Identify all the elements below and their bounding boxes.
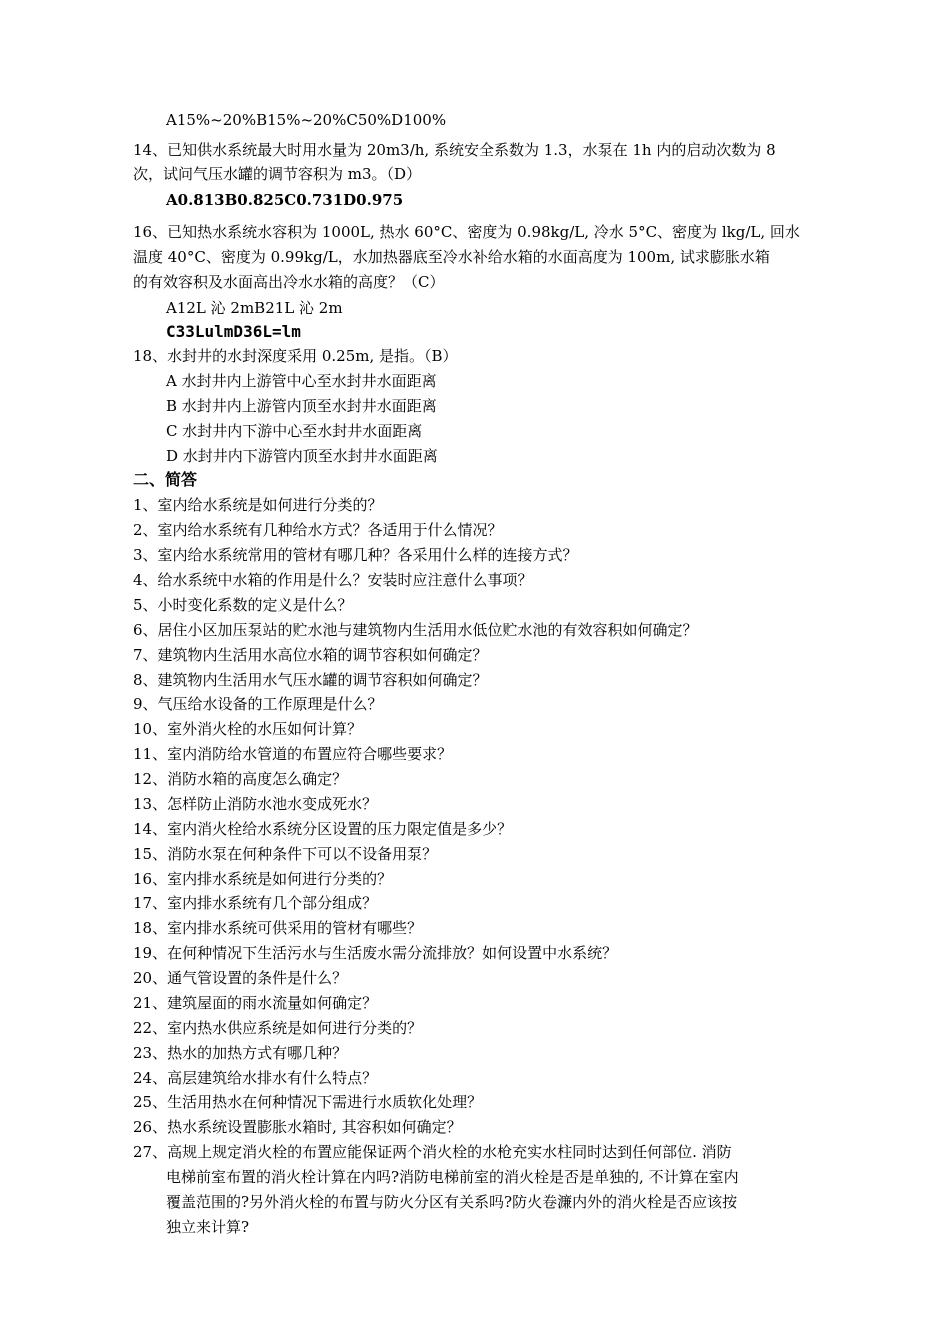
list-item: 7、建筑物内生活用水高位水箱的调节容积如何确定？ [133, 646, 488, 664]
q16-line-1: 16、已知热水系统水容积为 1000L, 热水 60°C、密度为 0.98kg/L, 冷水 5°C、密度为 lkg/L, 回水 [133, 223, 800, 241]
q27-line-1: 27、高规上规定消火栓的布置应能保证两个消火栓的水枪充实水柱同时达到任何部位. 消防 [133, 1143, 732, 1161]
q18-option-a: A 水封井内上游管中心至水封井水面距离 [166, 372, 437, 390]
q16-options-2: C33LulmD36L=lm [166, 322, 301, 341]
q16-line-2: 温度 40°C、密度为 0.99kg/L，水加热器底至冷水补给水箱的水面高度为 100m, 试求膨胀水箱 [133, 248, 770, 266]
list-item: 5、小时变化系数的定义是什么？ [133, 596, 353, 614]
list-item: 8、建筑物内生活用水气压水罐的调节容积如何确定？ [133, 671, 488, 689]
q27-line-2: 电梯前室布置的消火栓计算在内吗?消防电梯前室的消火栓是否是单独的, 不计算在室内 [166, 1168, 739, 1186]
list-item: 26、热水系统设置膨胀水箱时, 其容积如何确定？ [133, 1118, 462, 1136]
list-item: 1、室内给水系统是如何进行分类的？ [133, 496, 383, 514]
q18-stem: 18、水封井的水封深度采用 0.25m, 是指。（B） [133, 347, 458, 365]
list-item: 9、气压给水设备的工作原理是什么？ [133, 695, 383, 713]
list-item: 13、怎样防止消防水池水变成死水？ [133, 795, 378, 813]
list-item: 20、通气管设置的条件是什么？ [133, 969, 348, 987]
list-item: 6、居住小区加压泵站的贮水池与建筑物内生活用水低位贮水池的有效容积如何确定？ [133, 621, 698, 639]
list-item: 22、室内热水供应系统是如何进行分类的？ [133, 1019, 423, 1037]
q18-option-d: D 水封井内下游管内顶至水封井水面距离 [166, 447, 438, 465]
list-item: 10、室外消火栓的水压如何计算？ [133, 720, 363, 738]
list-item: 17、室内排水系统有几个部分组成？ [133, 894, 378, 912]
q27-line-3: 覆盖范围的?另外消火栓的布置与防火分区有关系吗?防火卷濂内外的消火栓是否应该按 [166, 1193, 738, 1211]
list-item: 3、室内给水系统常用的管材有哪几种？各采用什么样的连接方式？ [133, 546, 578, 564]
list-item: 16、室内排水系统是如何进行分类的？ [133, 870, 393, 888]
list-item: 19、在何种情况下生活污水与生活废水需分流排放？如何设置中水系统？ [133, 944, 618, 962]
list-item: 14、室内消火栓给水系统分区设置的压力限定值是多少？ [133, 820, 513, 838]
list-item: 23、热水的加热方式有哪几种？ [133, 1044, 348, 1062]
q18-option-b: B 水封井内上游管内顶至水封井水面距离 [166, 397, 437, 415]
q14-options: A0.813B0.825C0.731D0.975 [166, 191, 404, 209]
section-title: 二、简答 [133, 470, 198, 489]
list-item: 25、生活用热水在何种情况下需进行水质软化处理？ [133, 1093, 483, 1111]
q14-line-2: 次，试问气压水罐的调节容积为 m3。（D） [133, 165, 422, 183]
list-item: 11、室内消防给水管道的布置应符合哪些要求？ [133, 745, 453, 763]
q16-line-3: 的有效容积及水面高出冷水水箱的高度？（C） [133, 273, 445, 291]
q14-line-1: 14、已知供水系统最大时用水量为 20m3/h, 系统安全系数为 1.3，水泵在 1h 内的启动次数为 8 [133, 141, 776, 159]
list-item: 18、室内排水系统可供采用的管材有哪些？ [133, 919, 423, 937]
q16-options-1: A12L 沁 2mB21L 沁 2m [166, 299, 343, 317]
q27-line-4: 独立来计算? [166, 1218, 250, 1236]
list-item: 15、消防水泵在何种条件下可以不设备用泵？ [133, 845, 438, 863]
q18-option-c: C 水封井内下游中心至水封井水面距离 [166, 422, 423, 440]
list-item: 21、建筑屋面的雨水流量如何确定？ [133, 994, 378, 1012]
list-item: 12、消防水箱的高度怎么确定？ [133, 770, 348, 788]
q13-options: A15%~20%B15%~20%C50%D100% [166, 111, 447, 129]
list-item: 24、高层建筑给水排水有什么特点？ [133, 1069, 378, 1087]
list-item: 2、室内给水系统有几种给水方式？各适用于什么情况？ [133, 521, 503, 539]
list-item: 4、给水系统中水箱的作用是什么？安装时应注意什么事项？ [133, 571, 533, 589]
